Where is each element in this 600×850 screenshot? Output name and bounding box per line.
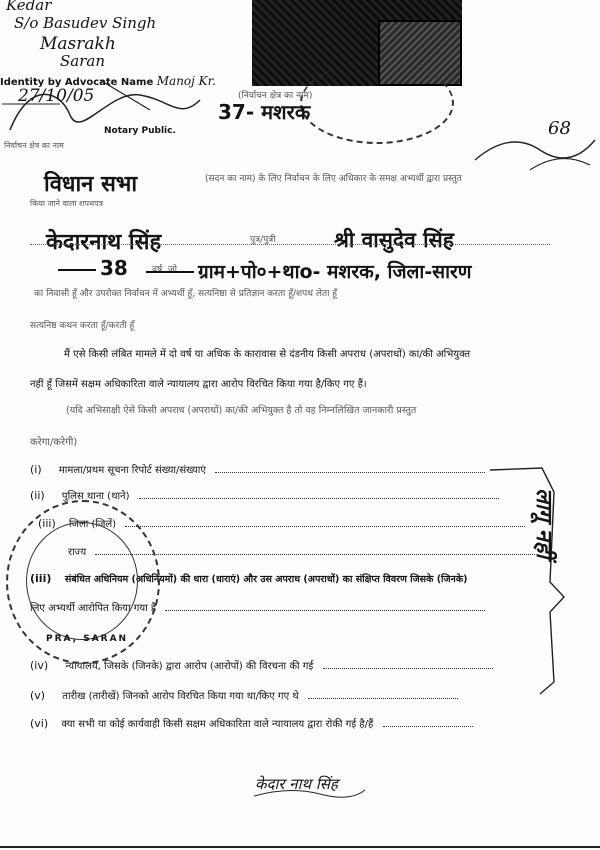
- house-name: विधान सभा: [44, 172, 138, 197]
- signature-underline: [250, 778, 370, 802]
- item-blank: [125, 516, 525, 527]
- item-num: (iv): [30, 659, 49, 672]
- notary-label: Notary Public.: [104, 126, 176, 136]
- margin-note: लागू नहीं: [531, 488, 557, 559]
- age-underline: [56, 262, 196, 282]
- handwritten-father: S/o Basudev Singh: [14, 14, 157, 32]
- item-blank: [323, 658, 493, 669]
- para-line-5: (यदि अभिसाक्षी ऐसे किसी अपराध (अपराधों) का/की अभियुक्त है तो वह निम्नलिखित जानकारी प्रस्तुत: [66, 405, 417, 416]
- item-blank: [165, 600, 485, 611]
- item-num: (vi): [30, 717, 49, 730]
- candidate-age: 38: [100, 256, 128, 280]
- para-line-3: मैं एसे किसी लंबित मामले में दो वर्ष या अधिक के कारावास से दंडनीय किसी अपराध (अपराधों) का/की अभियुक्त: [64, 349, 471, 360]
- notary-sub: निर्वाचन क्षेत्र का नाम: [4, 141, 64, 150]
- candidate-signature: केदार नाथ सिंह: [255, 775, 338, 793]
- candidate-address: ग्राम+पो०+थाo- मशरक, जिला-सारण: [198, 261, 472, 283]
- handwritten-district: Saran: [60, 52, 105, 70]
- name-dotted-line: [30, 244, 550, 245]
- item-text: न्यायालय, जिसके (जिनके) द्वारा आरोप (आरोपों) की विरचना की गई: [65, 661, 314, 672]
- para-line-4: नहीं हूँ जिसमें सक्षम अधिकारिता वाले न्यायालय द्वारा आरोप विरचित किया गया है/किए गए हैं।: [30, 379, 367, 390]
- item-v: [30, 688, 458, 702]
- item-text: जिला (जिलें): [68, 519, 117, 530]
- item-num: (iii): [38, 517, 56, 530]
- father-name: श्री वासुदेव सिंह: [334, 228, 454, 252]
- identity-label: Identity by Advocate Name: [0, 77, 154, 88]
- relation-label: पुत्र/पुत्री: [250, 235, 276, 245]
- constituency-name: 37- मशरक: [218, 100, 311, 124]
- seal-text: PRA, SARAN: [46, 634, 129, 644]
- header-note: (निर्वाचन क्षेत्र का नाम): [238, 91, 313, 101]
- item-blank: [215, 462, 485, 473]
- para-line-1: का निवासी हूँ और उपरोक्त निर्वाचन में अभ्यर्थी हूँ, सत्यनिष्ठा से प्रतिज्ञान करता हूँ/शपथ लेता हूँ: [34, 289, 338, 299]
- item-ii: [30, 488, 499, 502]
- header-scribble: [470, 120, 598, 180]
- advocate-name: Manoj Kr.: [156, 74, 216, 88]
- item-text: राज्य: [68, 547, 87, 558]
- para-line-6: करेगा/करेगी): [30, 437, 78, 448]
- seal-photo: [300, 62, 454, 144]
- title-sub: किया जाने वाला शपथपत्र: [30, 199, 104, 208]
- item-blank: [139, 488, 499, 499]
- item-i: [30, 462, 485, 476]
- item-text: तारीख (तारीखें) जिनको आरोप विरचित किया गया था/किए गए थे: [62, 691, 299, 702]
- item-text: मामला/प्रथम सूचना रिपोर्ट संख्या/संख्याएं: [58, 465, 206, 476]
- item-num: (i): [30, 463, 42, 476]
- handwritten-name: Kedar: [6, 0, 52, 14]
- item-blank: [383, 716, 473, 727]
- age-label: वर्ष, जो: [152, 265, 177, 275]
- para-line-2: सत्यनिष्ठ कथन करता हूँ/करती हूँ: [30, 321, 135, 331]
- item-text: लिए अभ्यर्थी आरोपित किया गया है: [30, 603, 157, 614]
- item-text: संबंधित अधिनियम (अधिनियमों) की धारा (धाराएं) और उस अपराध (अपराधों) का संक्षिप्त विवरण जिसके (जिनके): [64, 574, 468, 585]
- page-number-mark: 68: [548, 118, 571, 139]
- candidate-name: केदारनाथ सिंह: [46, 230, 162, 255]
- item-blank: [95, 544, 535, 555]
- item-blank: [308, 688, 458, 699]
- seal-left-inner: [26, 522, 138, 640]
- notary-signature-scribble: [0, 60, 210, 140]
- item-vi: [30, 716, 473, 730]
- item-text: पुलिस थाना (थाने): [61, 491, 130, 502]
- page-bottom-edge: [0, 846, 600, 848]
- item-num: (v): [30, 689, 46, 702]
- handwritten-date: 27/10/05: [18, 86, 95, 106]
- item-text: क्या सभी या कोई कार्यवाही किसी सक्षम अधिकारिता वाले न्यायालय द्वारा रोकी गई है/हैं: [61, 719, 374, 730]
- item-num: (iii): [30, 572, 52, 585]
- item-num: (ii): [30, 489, 45, 502]
- handwritten-village: Masrakh: [40, 34, 116, 54]
- title-rest: (सदन का नाम) के लिए निर्वाचन के लिए अधिकार के समक्ष अभ्यर्थी द्वारा प्रस्तुत: [205, 174, 462, 184]
